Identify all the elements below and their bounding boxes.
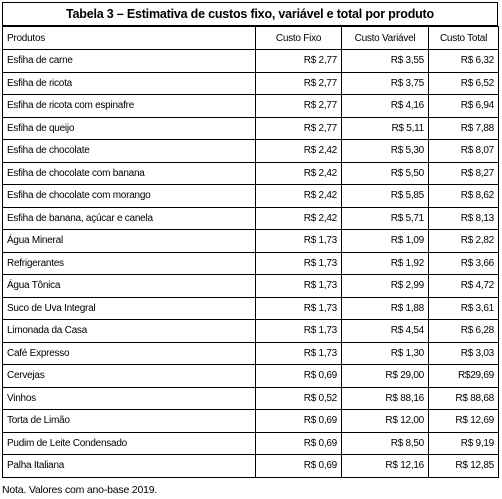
table-header-row	[3, 27, 499, 50]
product-name-cell: Esfiha de banana, açúcar e canela	[3, 207, 256, 230]
table-row	[3, 50, 499, 73]
custo-fixo-cell: R$ 2,77	[256, 50, 342, 73]
custo-fixo-cell: R$ 0,69	[256, 432, 342, 455]
table-title: Tabela 3 – Estimativa de custos fixo, variável e total por produto	[2, 2, 498, 26]
custo-variavel-cell: R$ 29,00	[342, 365, 429, 388]
column-header-produtos: Produtos	[3, 27, 256, 50]
product-name-cell: Esfiha de queijo	[3, 117, 256, 140]
table-row	[3, 410, 499, 433]
custo-total-cell: R$ 8,27	[429, 162, 499, 185]
table-row	[3, 95, 499, 118]
custo-fixo-cell: R$ 1,73	[256, 252, 342, 275]
custo-total-cell: R$ 6,94	[429, 95, 499, 118]
product-name-cell: Refrigerantes	[3, 252, 256, 275]
table-row	[3, 185, 499, 208]
product-name-cell: Água Mineral	[3, 230, 256, 253]
custo-fixo-cell: R$ 2,77	[256, 117, 342, 140]
custo-fixo-cell: R$ 2,42	[256, 140, 342, 163]
custo-fixo-cell: R$ 2,42	[256, 207, 342, 230]
product-name-cell: Esfiha de ricota com espinafre	[3, 95, 256, 118]
custo-fixo-cell: R$ 2,42	[256, 185, 342, 208]
product-name-cell: Limonada da Casa	[3, 320, 256, 343]
custo-total-cell: R$ 8,07	[429, 140, 499, 163]
custo-variavel-cell: R$ 8,50	[342, 432, 429, 455]
table-row	[3, 207, 499, 230]
table-row	[3, 342, 499, 365]
custo-fixo-cell: R$ 2,42	[256, 162, 342, 185]
column-header-custo-total: Custo Total	[429, 27, 499, 50]
custo-total-cell: R$ 8,13	[429, 207, 499, 230]
custo-total-cell: R$29,69	[429, 365, 499, 388]
table-row	[3, 275, 499, 298]
product-name-cell: Cervejas	[3, 365, 256, 388]
custo-variavel-cell: R$ 3,75	[342, 72, 429, 95]
table-row	[3, 365, 499, 388]
custo-variavel-cell: R$ 88,16	[342, 387, 429, 410]
custo-fixo-cell: R$ 1,73	[256, 342, 342, 365]
custo-variavel-cell: R$ 4,16	[342, 95, 429, 118]
custo-total-cell: R$ 12,69	[429, 410, 499, 433]
cost-table	[2, 26, 499, 478]
table-row	[3, 230, 499, 253]
custo-fixo-cell: R$ 1,73	[256, 320, 342, 343]
custo-total-cell: R$ 6,28	[429, 320, 499, 343]
custo-variavel-cell: R$ 1,92	[342, 252, 429, 275]
custo-variavel-cell: R$ 5,50	[342, 162, 429, 185]
custo-fixo-cell: R$ 2,77	[256, 72, 342, 95]
product-name-cell: Esfiha de chocolate com banana	[3, 162, 256, 185]
custo-total-cell: R$ 6,52	[429, 72, 499, 95]
product-name-cell: Café Expresso	[3, 342, 256, 365]
custo-fixo-cell: R$ 1,73	[256, 275, 342, 298]
custo-fixo-cell: R$ 0,52	[256, 387, 342, 410]
custo-variavel-cell: R$ 12,00	[342, 410, 429, 433]
product-name-cell: Esfiha de carne	[3, 50, 256, 73]
table-row	[3, 455, 499, 478]
custo-fixo-cell: R$ 0,69	[256, 410, 342, 433]
table-row	[3, 432, 499, 455]
custo-variavel-cell: R$ 2,99	[342, 275, 429, 298]
custo-variavel-cell: R$ 5,30	[342, 140, 429, 163]
table-row	[3, 320, 499, 343]
custo-variavel-cell: R$ 1,30	[342, 342, 429, 365]
custo-total-cell: R$ 2,82	[429, 230, 499, 253]
custo-variavel-cell: R$ 4,54	[342, 320, 429, 343]
product-name-cell: Torta de Limão	[3, 410, 256, 433]
table-row	[3, 297, 499, 320]
custo-total-cell: R$ 9,19	[429, 432, 499, 455]
product-name-cell: Esfiha de ricota	[3, 72, 256, 95]
product-name-cell: Água Tônica	[3, 275, 256, 298]
custo-total-cell: R$ 3,66	[429, 252, 499, 275]
table-row	[3, 140, 499, 163]
custo-total-cell: R$ 88,68	[429, 387, 499, 410]
product-name-cell: Esfiha de chocolate	[3, 140, 256, 163]
custo-variavel-cell: R$ 5,71	[342, 207, 429, 230]
custo-variavel-cell: R$ 5,11	[342, 117, 429, 140]
custo-variavel-cell: R$ 5,85	[342, 185, 429, 208]
table-note: Nota. Valores com ano-base 2019.	[2, 484, 158, 496]
custo-fixo-cell: R$ 1,73	[256, 230, 342, 253]
table-row	[3, 72, 499, 95]
custo-fixo-cell: R$ 2,77	[256, 95, 342, 118]
table-row	[3, 387, 499, 410]
custo-variavel-cell: R$ 12,16	[342, 455, 429, 478]
product-name-cell: Esfiha de chocolate com morango	[3, 185, 256, 208]
custo-variavel-cell: R$ 1,88	[342, 297, 429, 320]
custo-fixo-cell: R$ 1,73	[256, 297, 342, 320]
custo-fixo-cell: R$ 0,69	[256, 455, 342, 478]
custo-total-cell: R$ 7,88	[429, 117, 499, 140]
product-name-cell: Vinhos	[3, 387, 256, 410]
table-row	[3, 162, 499, 185]
table-row	[3, 252, 499, 275]
custo-variavel-cell: R$ 3,55	[342, 50, 429, 73]
custo-total-cell: R$ 12,85	[429, 455, 499, 478]
custo-total-cell: R$ 3,03	[429, 342, 499, 365]
column-header-custo-variavel: Custo Variável	[342, 27, 429, 50]
custo-total-cell: R$ 3,61	[429, 297, 499, 320]
custo-variavel-cell: R$ 1,09	[342, 230, 429, 253]
custo-total-cell: R$ 4,72	[429, 275, 499, 298]
table-row	[3, 117, 499, 140]
column-header-custo-fixo: Custo Fixo	[256, 27, 342, 50]
product-name-cell: Pudim de Leite Condensado	[3, 432, 256, 455]
custo-total-cell: R$ 8,62	[429, 185, 499, 208]
custo-total-cell: R$ 6,32	[429, 50, 499, 73]
product-name-cell: Palha Italiana	[3, 455, 256, 478]
custo-fixo-cell: R$ 0,69	[256, 365, 342, 388]
table-body	[3, 50, 499, 478]
product-name-cell: Suco de Uva Integral	[3, 297, 256, 320]
